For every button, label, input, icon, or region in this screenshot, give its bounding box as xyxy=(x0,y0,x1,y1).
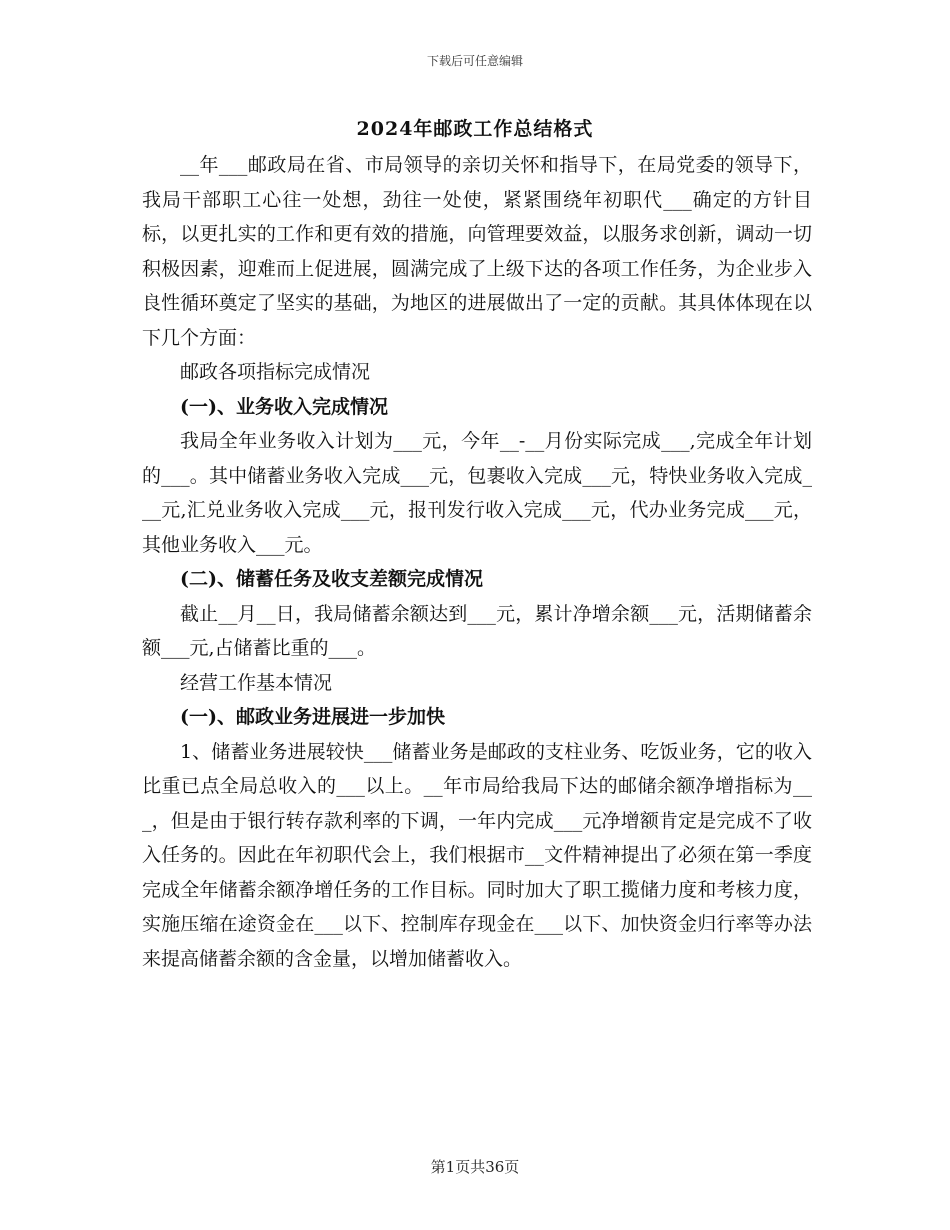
page-header-note: 下载后可任意编辑 xyxy=(426,54,523,68)
savings-paragraph: 截止__月__日，我局储蓄余额达到___元，累计净增余额___元，活期储蓄余额___元,占储蓄比重的___。 xyxy=(142,602,812,659)
development-paragraph: 1、储蓄业务进展较快___储蓄业务是邮政的支柱业务、吃饭业务，它的收入比重已点全局总收入的___以上。__年市局给我局下达的邮储余额净增指标为___，但是由于银行转存款利率的下调，一年内完成___元净增额肯定是完成不了收入任务的。因此在年初职代会上，我们根据市__文件精神提出了必须在第一季度完成全年储蓄余额净增任务的工作目标。同时加大了职工揽储力度和考核力度，实施压缩在途资金在___以下、控制库存现金在___以下、加快资金归行率等办法来提高储蓄余额的含金量，以增加储蓄收入。 xyxy=(142,740,812,970)
page-number: 第1页共36页 xyxy=(430,1158,520,1176)
document-body xyxy=(142,148,812,976)
document-title: 2024年邮政工作总结格式 xyxy=(356,118,594,140)
subsection-heading-revenue: (一)、业务收入完成情况 xyxy=(180,395,388,418)
revenue-paragraph: 我局全年业务收入计划为___元，今年__-__月份实际完成___,完成全年计划的___。其中储蓄业务收入完成___元，包裹收入完成___元，特快业务收入完成___元,汇兑业务收入完成___元，报刊发行收入完成___元，代办业务完成___元，其他业务收入___元。 xyxy=(142,430,812,556)
subsection-heading-development: (一)、邮政业务进展进一步加快 xyxy=(180,706,445,728)
intro-paragraph: __年___邮政局在省、市局领导的亲切关怀和指导下，在局党委的领导下，我局干部职工心往一处想，劲往一处使，紧紧围绕年初职代___确定的方针目标，以更扎实的工作和更有效的措施，向管理要效益，以服务求创新，调动一切积极因素，迎难而上促进展，圆满完成了上级下达的各项工作任务，为企业步入良性循环奠定了坚实的基础，为地区的进展做出了一定的贡献。其具体体现在以下几个方面： xyxy=(142,154,812,349)
section-heading-indicators: 邮政各项指标完成情况 xyxy=(180,361,371,383)
section-heading-operations: 经营工作基本情况 xyxy=(180,671,333,694)
subsection-heading-savings: (二)、储蓄任务及收支差额完成情况 xyxy=(180,568,483,590)
